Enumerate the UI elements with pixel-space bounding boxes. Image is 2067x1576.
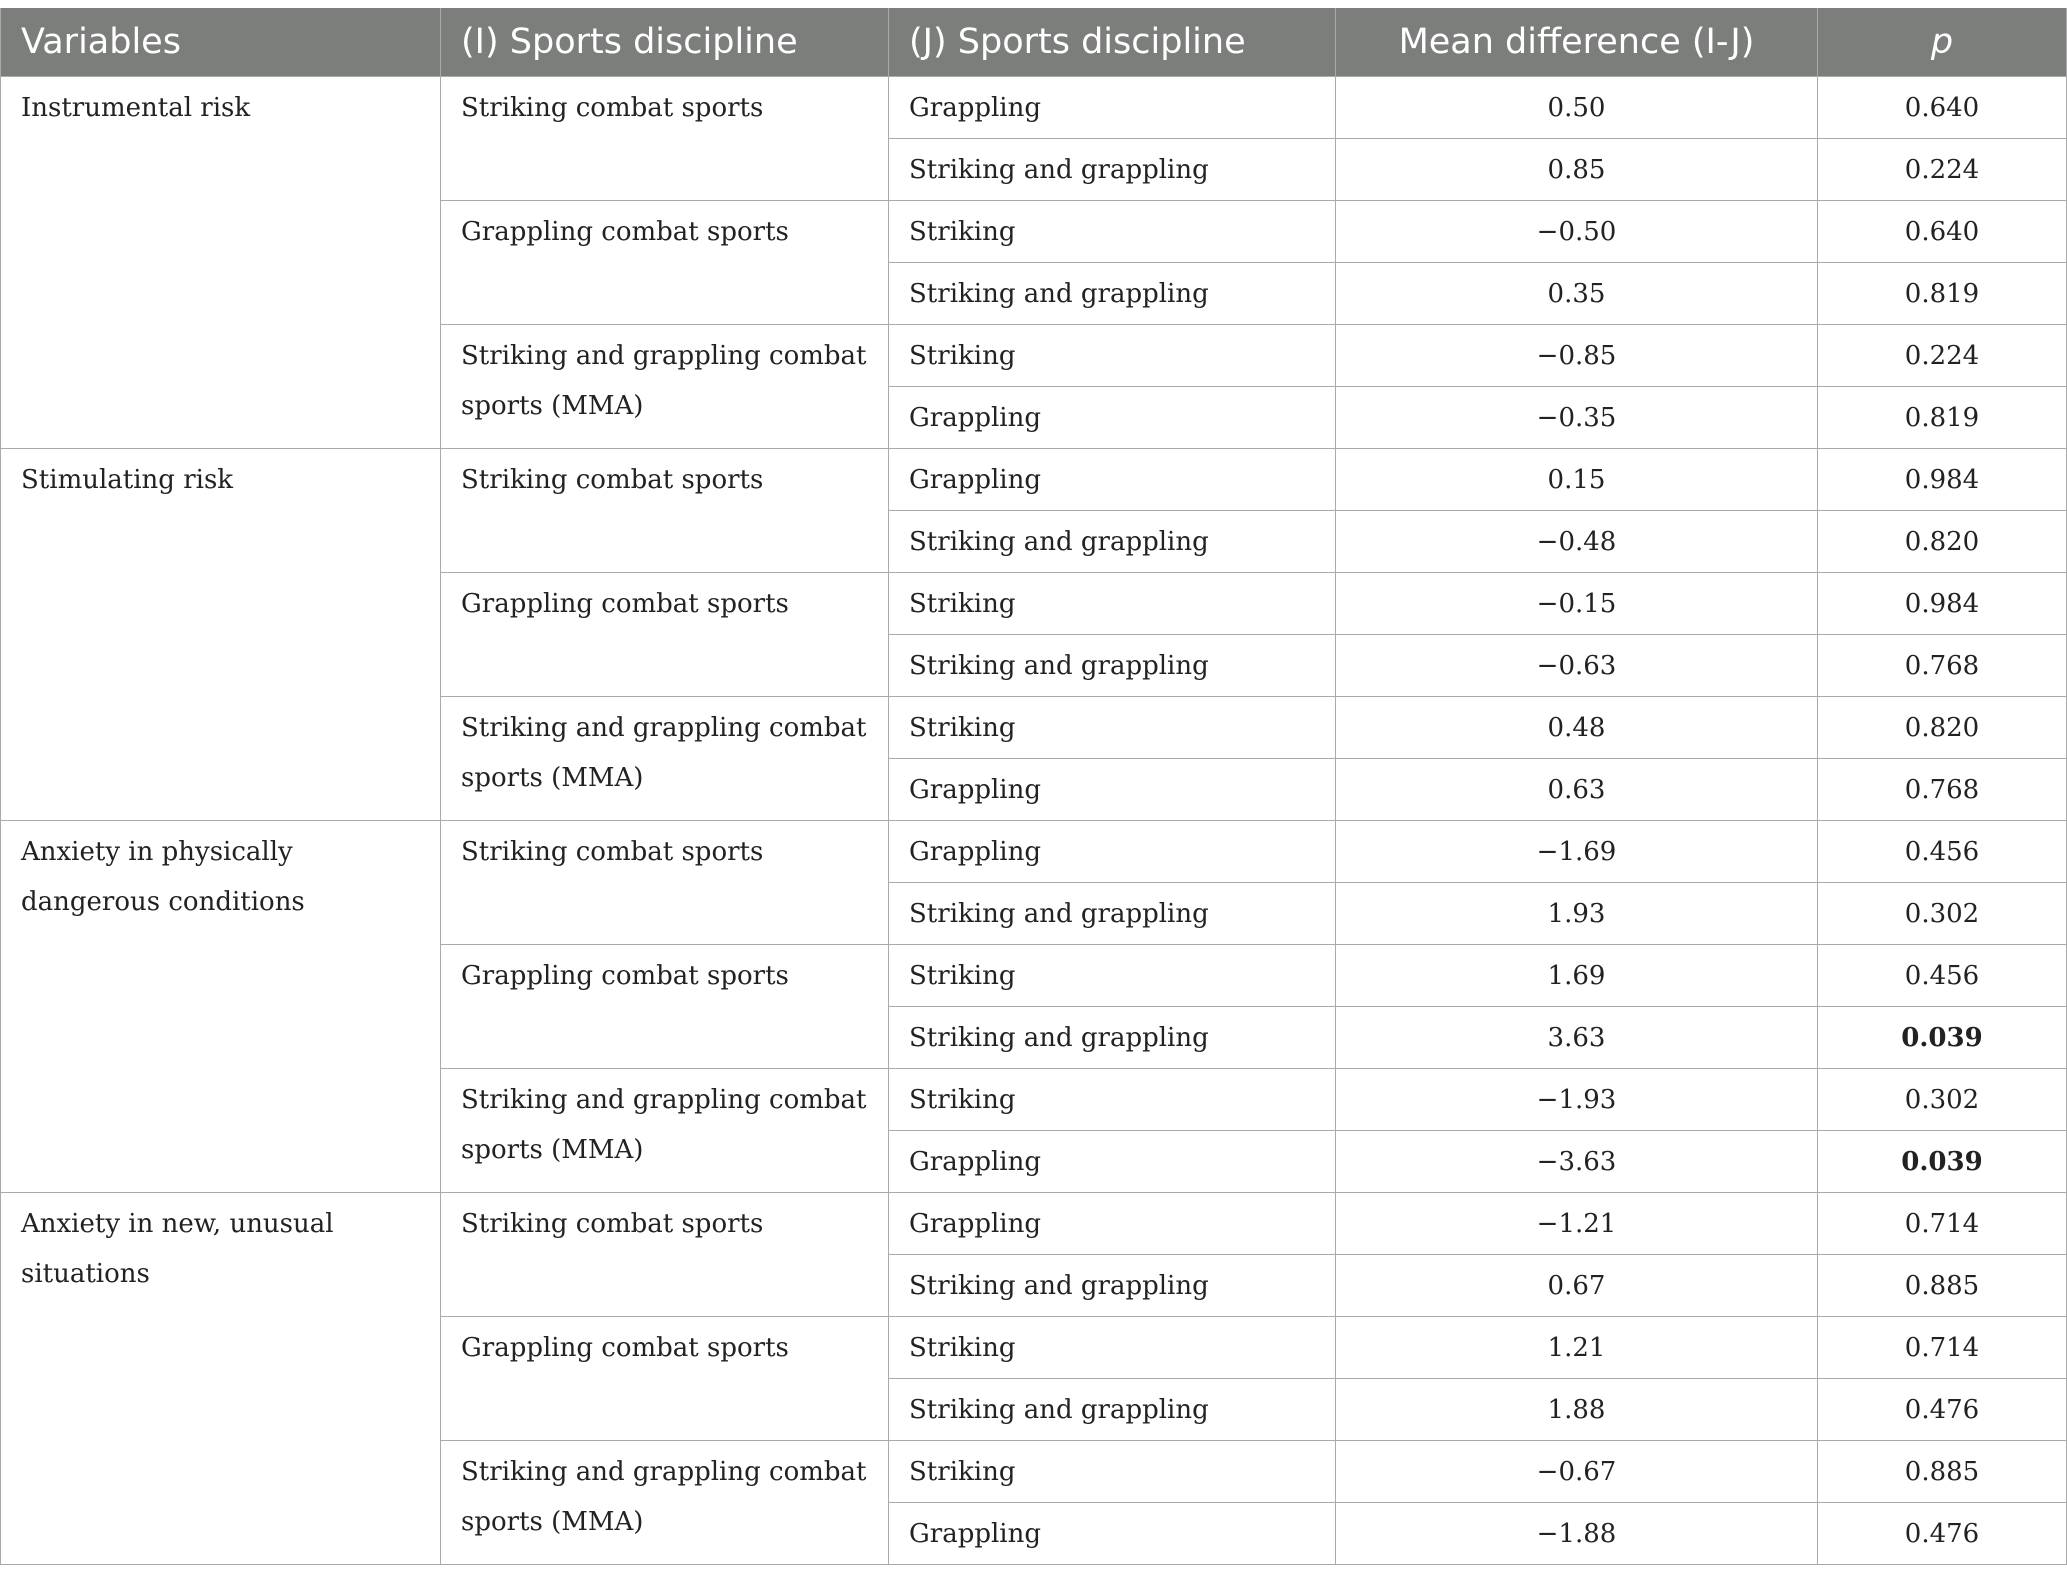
- p-value-cell: 0.224: [1818, 325, 2067, 387]
- table-body: [1, 77, 2067, 1565]
- j-discipline-cell: Grappling: [889, 1131, 1336, 1193]
- p-value-cell: 0.885: [1818, 1255, 2067, 1317]
- i-discipline-cell: Striking combat sports: [441, 449, 889, 573]
- variable-cell: Anxiety in new, unusual situations: [1, 1193, 441, 1565]
- j-discipline-cell: Grappling: [889, 77, 1336, 139]
- j-discipline-cell: Grappling: [889, 821, 1336, 883]
- p-value-cell: 0.476: [1818, 1379, 2067, 1441]
- j-discipline-cell: Striking and grappling: [889, 1379, 1336, 1441]
- mean-difference-cell: −3.63: [1336, 1131, 1818, 1193]
- p-value-cell: 0.714: [1818, 1317, 2067, 1379]
- header-variables: Variables: [1, 8, 441, 77]
- header-j-sports-discipline: (J) Sports discipline: [889, 8, 1336, 77]
- i-discipline-cell: Striking combat sports: [441, 77, 889, 201]
- mean-difference-cell: 3.63: [1336, 1007, 1818, 1069]
- mean-difference-cell: −0.15: [1336, 573, 1818, 635]
- i-discipline-cell: Striking and grappling combat sports (MMA): [441, 1441, 889, 1565]
- p-value-cell: 0.819: [1818, 387, 2067, 449]
- j-discipline-cell: Striking and grappling: [889, 263, 1336, 325]
- p-value-cell: 0.224: [1818, 139, 2067, 201]
- j-discipline-cell: Striking: [889, 325, 1336, 387]
- mean-difference-cell: 0.63: [1336, 759, 1818, 821]
- i-discipline-cell: Grappling combat sports: [441, 1317, 889, 1441]
- p-value-cell: 0.984: [1818, 573, 2067, 635]
- p-value-cell: 0.820: [1818, 511, 2067, 573]
- p-value-cell: 0.640: [1818, 77, 2067, 139]
- j-discipline-cell: Grappling: [889, 387, 1336, 449]
- mean-difference-cell: −1.88: [1336, 1503, 1818, 1565]
- j-discipline-cell: Striking: [889, 1317, 1336, 1379]
- mean-difference-cell: 0.15: [1336, 449, 1818, 511]
- j-discipline-cell: Striking and grappling: [889, 1007, 1336, 1069]
- j-discipline-cell: Grappling: [889, 1193, 1336, 1255]
- mean-difference-cell: −0.85: [1336, 325, 1818, 387]
- p-value-cell: 0.302: [1818, 1069, 2067, 1131]
- table-row: [1, 1193, 2067, 1255]
- mean-difference-cell: −0.63: [1336, 635, 1818, 697]
- p-value-cell: 0.885: [1818, 1441, 2067, 1503]
- mean-difference-cell: −0.48: [1336, 511, 1818, 573]
- mean-difference-cell: −1.69: [1336, 821, 1818, 883]
- mean-difference-cell: 1.21: [1336, 1317, 1818, 1379]
- j-discipline-cell: Striking: [889, 1441, 1336, 1503]
- i-discipline-cell: Striking combat sports: [441, 821, 889, 945]
- mean-difference-cell: 0.67: [1336, 1255, 1818, 1317]
- variable-cell: Anxiety in physically dangerous conditions: [1, 821, 441, 1193]
- i-discipline-cell: Grappling combat sports: [441, 201, 889, 325]
- j-discipline-cell: Striking: [889, 945, 1336, 1007]
- post-hoc-comparison-table: [0, 8, 2067, 1565]
- p-value-cell: 0.456: [1818, 821, 2067, 883]
- j-discipline-cell: Striking and grappling: [889, 511, 1336, 573]
- p-value-cell: 0.456: [1818, 945, 2067, 1007]
- mean-difference-cell: 0.50: [1336, 77, 1818, 139]
- header-i-sports-discipline: (I) Sports discipline: [441, 8, 889, 77]
- variable-cell: Stimulating risk: [1, 449, 441, 821]
- j-discipline-cell: Striking and grappling: [889, 1255, 1336, 1317]
- table-row: [1, 449, 2067, 511]
- p-value-cell: 0.768: [1818, 759, 2067, 821]
- table-header: [1, 8, 2067, 77]
- mean-difference-cell: 0.48: [1336, 697, 1818, 759]
- mean-difference-cell: 1.88: [1336, 1379, 1818, 1441]
- j-discipline-cell: Grappling: [889, 1503, 1336, 1565]
- i-discipline-cell: Striking and grappling combat sports (MMA): [441, 697, 889, 821]
- i-discipline-cell: Striking combat sports: [441, 1193, 889, 1317]
- p-value-cell: 0.714: [1818, 1193, 2067, 1255]
- j-discipline-cell: Striking: [889, 201, 1336, 263]
- i-discipline-cell: Striking and grappling combat sports (MMA): [441, 325, 889, 449]
- j-discipline-cell: Striking: [889, 697, 1336, 759]
- mean-difference-cell: −0.50: [1336, 201, 1818, 263]
- i-discipline-cell: Grappling combat sports: [441, 945, 889, 1069]
- j-discipline-cell: Grappling: [889, 449, 1336, 511]
- p-value-cell: 0.476: [1818, 1503, 2067, 1565]
- table-container: [0, 8, 2067, 1565]
- j-discipline-cell: Striking and grappling: [889, 883, 1336, 945]
- p-value-cell: 0.768: [1818, 635, 2067, 697]
- mean-difference-cell: 1.93: [1336, 883, 1818, 945]
- header-p-value: p: [1818, 8, 2067, 77]
- p-value-cell-significant: 0.039: [1818, 1131, 2067, 1193]
- mean-difference-cell: −0.67: [1336, 1441, 1818, 1503]
- p-value-cell: 0.302: [1818, 883, 2067, 945]
- i-discipline-cell: Striking and grappling combat sports (MMA): [441, 1069, 889, 1193]
- i-discipline-cell: Grappling combat sports: [441, 573, 889, 697]
- p-value-cell: 0.819: [1818, 263, 2067, 325]
- mean-difference-cell: 1.69: [1336, 945, 1818, 1007]
- j-discipline-cell: Striking and grappling: [889, 635, 1336, 697]
- table-row: [1, 77, 2067, 139]
- table-row: [1, 821, 2067, 883]
- mean-difference-cell: −0.35: [1336, 387, 1818, 449]
- mean-difference-cell: −1.93: [1336, 1069, 1818, 1131]
- j-discipline-cell: Striking: [889, 1069, 1336, 1131]
- header-row: [1, 8, 2067, 77]
- j-discipline-cell: Striking and grappling: [889, 139, 1336, 201]
- p-value-cell: 0.820: [1818, 697, 2067, 759]
- j-discipline-cell: Striking: [889, 573, 1336, 635]
- p-value-cell-significant: 0.039: [1818, 1007, 2067, 1069]
- variable-cell: Instrumental risk: [1, 77, 441, 449]
- header-mean-difference: Mean difference (I-J): [1336, 8, 1818, 77]
- mean-difference-cell: 0.35: [1336, 263, 1818, 325]
- p-value-cell: 0.984: [1818, 449, 2067, 511]
- p-value-cell: 0.640: [1818, 201, 2067, 263]
- mean-difference-cell: −1.21: [1336, 1193, 1818, 1255]
- mean-difference-cell: 0.85: [1336, 139, 1818, 201]
- j-discipline-cell: Grappling: [889, 759, 1336, 821]
